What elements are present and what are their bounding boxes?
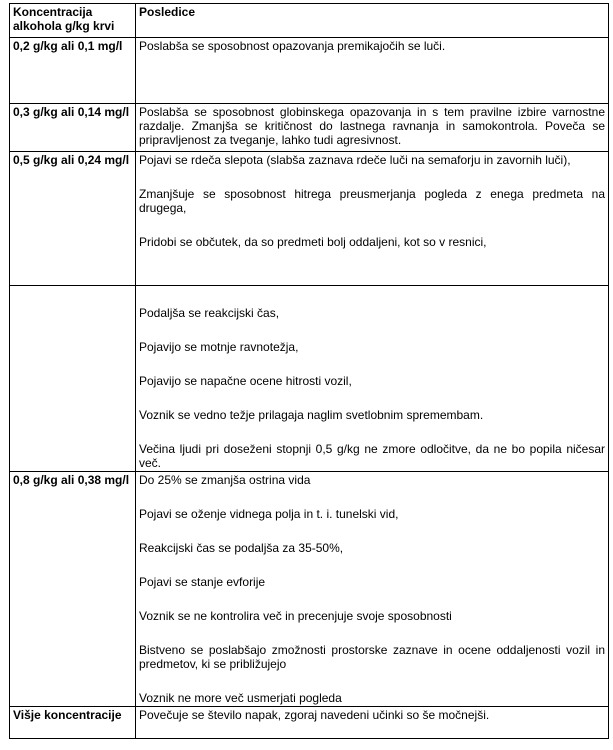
effects-cell	[136, 707, 609, 739]
effect-text: Bistveno se poslabšajo zmožnosti prostorske zaznave in ocene oddaljenosti vozil in predmetov, ki se približujejo	[139, 643, 605, 671]
table-header-row	[10, 4, 609, 38]
effect-text: Poslabša se sposobnost globinskega opazovanja in s tem pravilne izbire varnostne razdalje. Zmanjša se kritičnost do lastnega ravnanja in samokontrola. Poveča se pripravljenost za tveganje, lahko tudi agresivnost.	[139, 105, 605, 147]
effect-text: Voznik se ne kontrolira več in precenjuje svoje sposobnosti	[139, 609, 452, 623]
effects-cell	[136, 152, 609, 286]
effects-cell	[136, 38, 609, 104]
table-row	[10, 38, 609, 104]
effects-cell	[136, 286, 609, 472]
table-row	[10, 104, 609, 152]
effect-text: Povečuje se število napak, zgoraj navedeni učinki so še močnejši.	[139, 708, 490, 722]
concentration-cell: 0,8 g/kg ali 0,38 mg/l	[10, 472, 136, 707]
effect-text: Do 25% se zmanjša ostrina vida	[139, 473, 311, 487]
effect-text: Voznik ne more več usmerjati pogleda	[139, 691, 342, 705]
concentration-cell: 0,3 g/kg ali 0,14 mg/l	[10, 104, 136, 152]
concentration-cell: Višje koncentracije	[10, 707, 136, 739]
effect-text: Pojavi se oženje vidnega polja in t. i. tunelski vid,	[139, 507, 399, 521]
effect-text: Voznik se vedno težje prilagaja naglim svetlobnim spremembam.	[139, 408, 484, 422]
effects-cell	[136, 472, 609, 707]
effects-cell	[136, 104, 609, 152]
effect-text: Zmanjšuje se sposobnost hitrega preusmerjanja pogleda z enega predmeta na drugega,	[139, 187, 605, 215]
table-row	[10, 707, 609, 739]
table-row	[10, 472, 609, 707]
effect-text: Pojavijo se motnje ravnotežja,	[139, 340, 299, 354]
effect-text: Večina ljudi pri doseženi stopnji 0,5 g/kg ne zmore odločitve, da ne bo popila ničesar več.	[139, 442, 605, 470]
effect-text: Reakcijski čas se podaljša za 35-50%,	[139, 541, 344, 555]
concentration-cell	[10, 286, 136, 472]
table-row	[10, 286, 609, 472]
header-effects: Posledice	[136, 4, 609, 38]
concentration-cell: 0,2 g/kg ali 0,1 mg/l	[10, 38, 136, 104]
effect-text: Pojavi se stanje evforije	[139, 575, 266, 589]
document-page	[9, 3, 609, 739]
effect-text: Pojavijo se napačne ocene hitrosti vozil,	[139, 374, 352, 388]
header-concentration: Koncentracija alkohola g/kg krvi	[10, 4, 136, 38]
concentration-cell: 0,5 g/kg ali 0,24 mg/l	[10, 152, 136, 286]
alcohol-effects-table	[9, 3, 609, 739]
effect-text: Pridobi se občutek, da so predmeti bolj oddaljeni, kot so v resnici,	[139, 235, 487, 249]
effect-text: Podaljša se reakcijski čas,	[139, 306, 280, 320]
table-row	[10, 152, 609, 286]
effect-text: Poslabša se sposobnost opazovanja premikajočih se luči.	[139, 39, 446, 53]
effect-text: Pojavi se rdeča slepota (slabša zaznava rdeče luči na semaforju in zavornih luči),	[139, 153, 571, 167]
